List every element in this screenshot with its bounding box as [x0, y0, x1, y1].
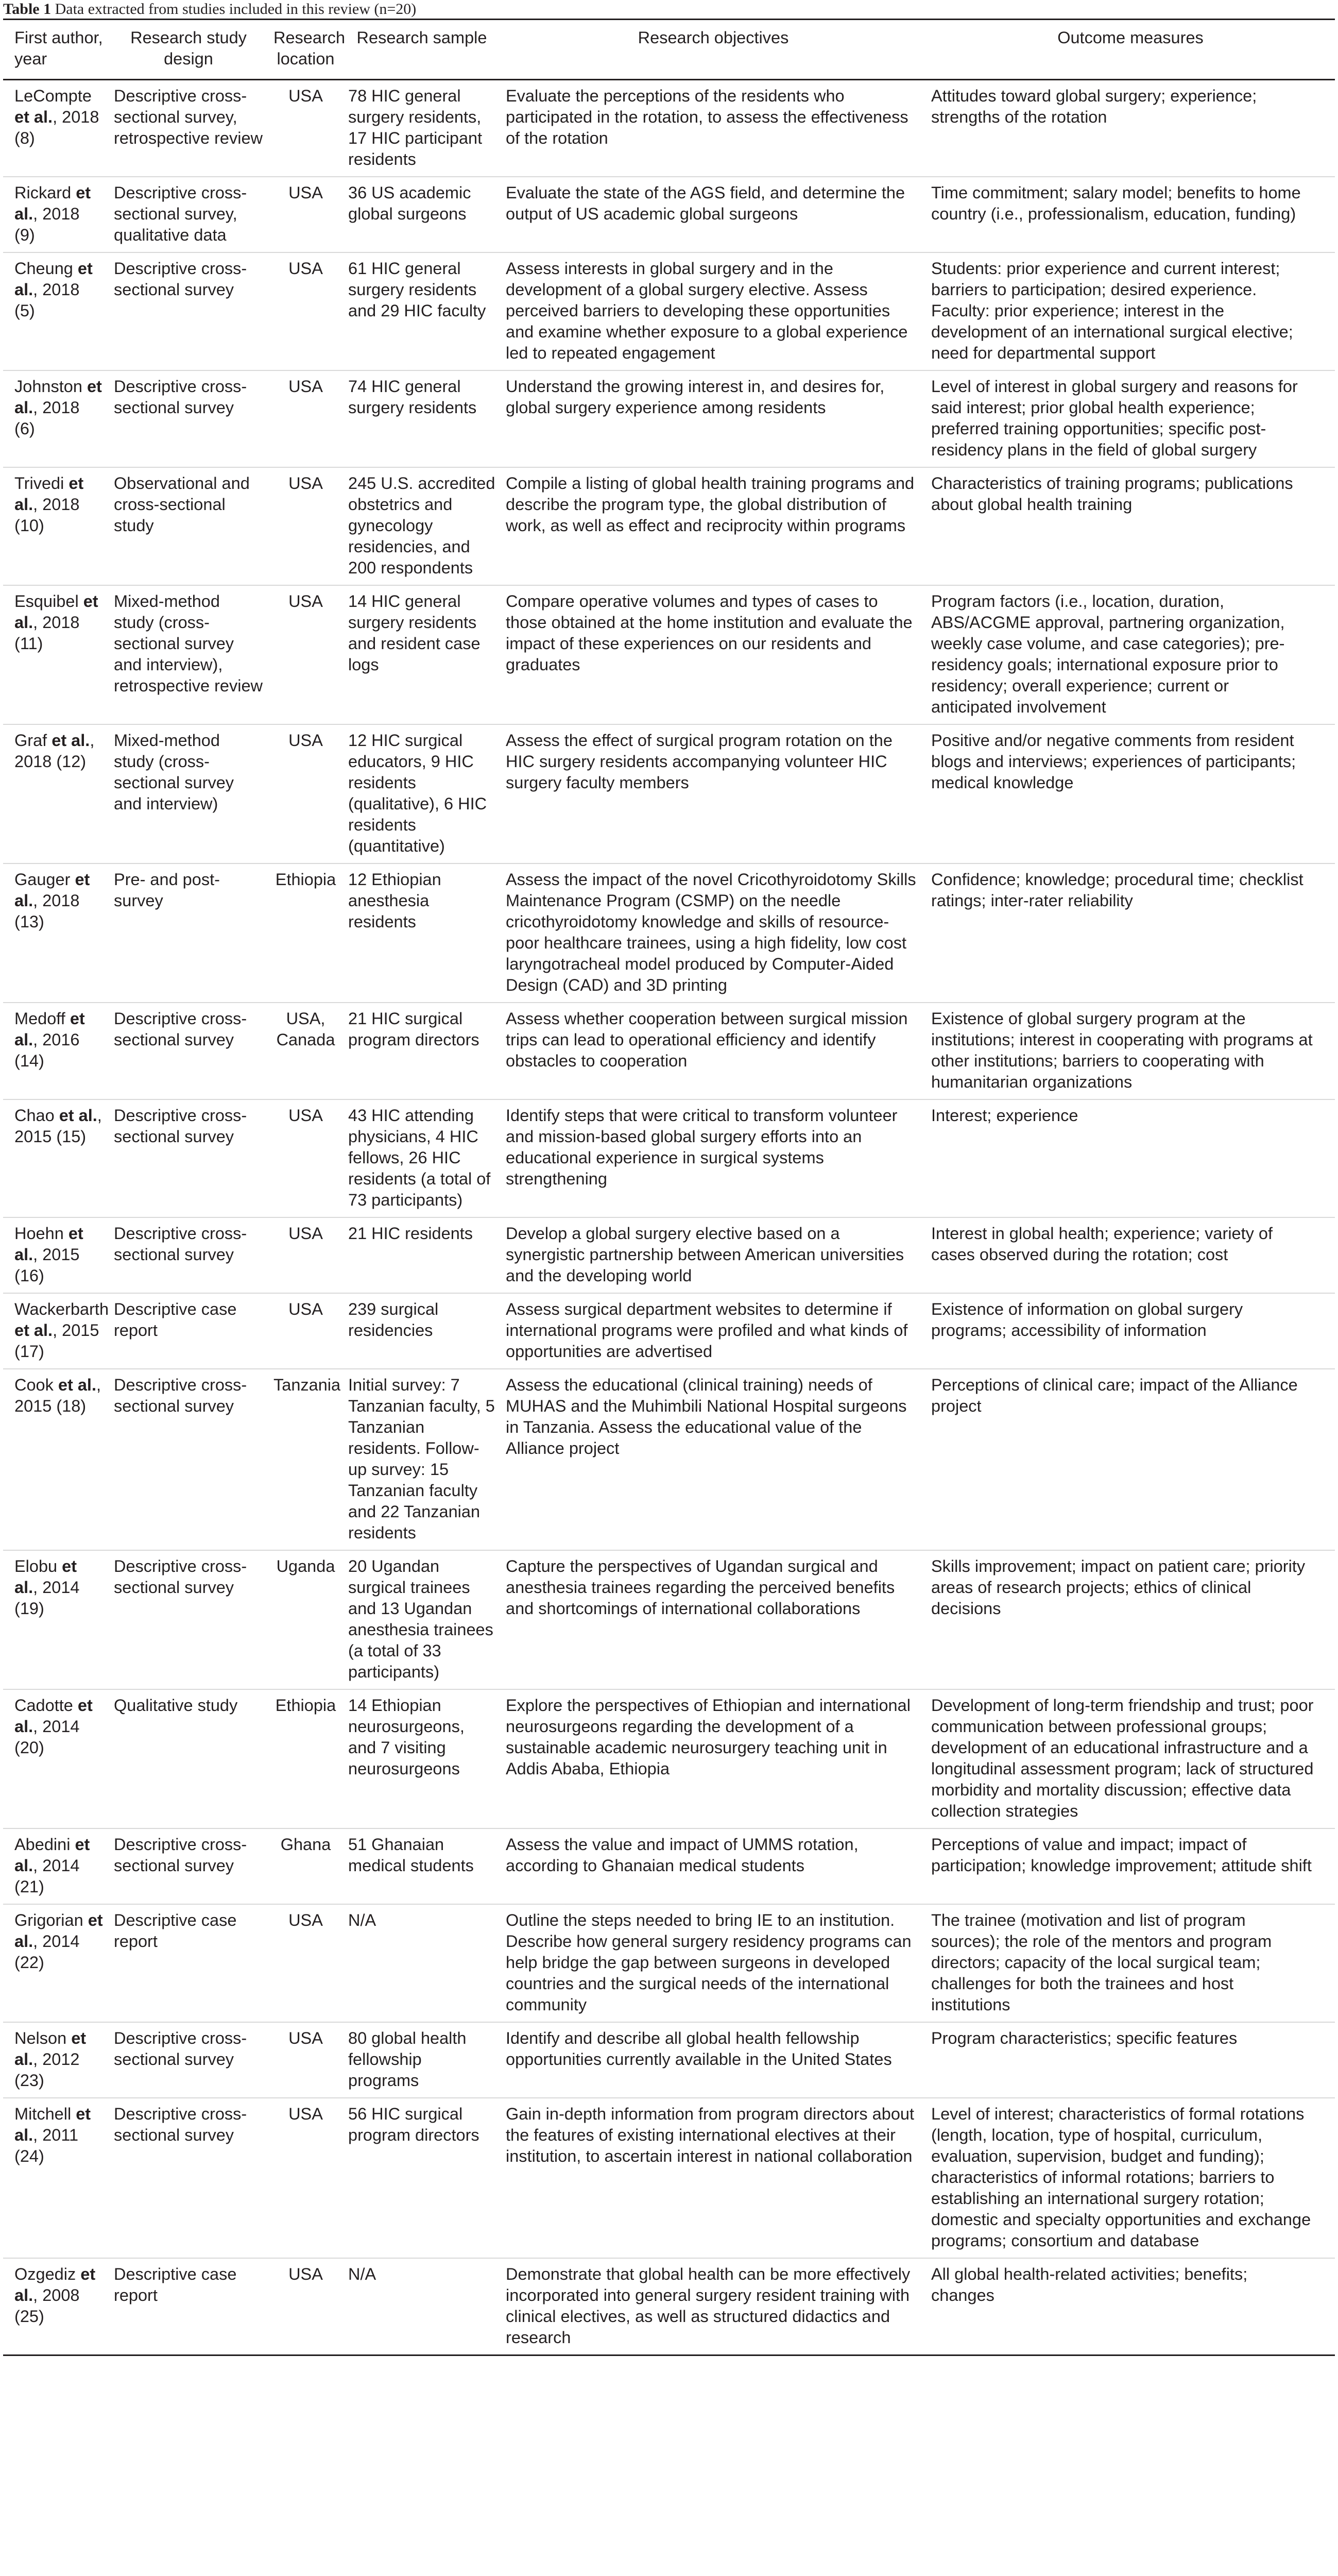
outcomes-cell: Existence of global surgery program at the institutions; interest in cooperating with programs at other institutions; barriers to cooperating with humanitarian organizations [926, 1003, 1335, 1099]
year-reference: 2016 (14) [14, 1030, 80, 1070]
year-reference: 2015 (18) [14, 1397, 87, 1415]
sample-cell: 20 Ugandan surgical trainees and 13 Ugandan anesthesia trainees (a total of 33 participants) [343, 1550, 501, 1689]
author-name: Esquibel [14, 592, 79, 611]
author-name: Wackerbarth [14, 1300, 109, 1318]
sample-cell: 74 HIC general surgery residents [343, 370, 501, 467]
author-year-cell: Graf et al., 2018 (12) [3, 724, 109, 863]
table-row [3, 585, 1335, 724]
sample-cell: Initial survey: 7 Tanzanian faculty, 5 Tanzanian residents. Follow-up survey: 15 Tanzanian faculty and 22 Tanzanian residents [343, 1369, 501, 1550]
design-cell: Descriptive cross-sectional survey [109, 1828, 268, 1904]
table-row [3, 80, 1335, 177]
year-reference: 2014 (22) [14, 1932, 80, 1972]
objectives-cell: Identify steps that were critical to transform volunteer and mission-based global surgery efforts into an educational experience in surgical systems strengthening [501, 1099, 926, 1217]
objectives-cell: Evaluate the state of the AGS field, and determine the output of US academic global surgeons [501, 177, 926, 252]
sample-cell: 51 Ghanaian medical students [343, 1828, 501, 1904]
et-al: et al. [14, 1224, 83, 1264]
location-cell: USA, Canada [268, 1003, 343, 1099]
table-row [3, 370, 1335, 467]
outcomes-cell: Interest in global health; experience; variety of cases observed during the rotation; cost [926, 1217, 1335, 1293]
author-name: Nelson [14, 2029, 67, 2047]
et-al: et al. [14, 1321, 53, 1340]
author-year-cell: Cook et al., 2015 (18) [3, 1369, 109, 1550]
year-reference: 2018 (8) [14, 108, 99, 147]
year-reference: 2018 (5) [14, 280, 80, 320]
location-cell: Ethiopia [268, 863, 343, 1003]
outcomes-cell: Students: prior experience and current interest; barriers to participation; desired experience. Faculty: prior experience; interest in the development of an international surgical elective; need for departmental support [926, 252, 1335, 370]
author-name: Ozgediz [14, 2265, 76, 2283]
table-row [3, 1217, 1335, 1293]
outcomes-cell: Level of interest in global surgery and reasons for said interest; prior global health experience; preferred training opportunities; specific post-residency plans in the field of global surgery [926, 370, 1335, 467]
location-cell: USA [268, 2258, 343, 2355]
outcomes-cell: Existence of information on global surgery programs; accessibility of information [926, 1293, 1335, 1369]
author-name: Graf [14, 731, 47, 750]
sample-cell: 12 HIC surgical educators, 9 HIC residents (qualitative), 6 HIC residents (quantitative) [343, 724, 501, 863]
et-al: et al. [14, 1009, 85, 1049]
location-cell: USA [268, 1099, 343, 1217]
year-reference: 2012 (23) [14, 2050, 80, 2090]
sample-cell: 245 U.S. accredited obstetrics and gynecology residencies, and 200 respondents [343, 467, 501, 585]
author-name: Medoff [14, 1009, 65, 1028]
sample-cell: 14 Ethiopian neurosurgeons, and 7 visiting neurosurgeons [343, 1689, 501, 1828]
sample-cell: 21 HIC surgical program directors [343, 1003, 501, 1099]
design-cell: Descriptive cross-sectional survey [109, 1369, 268, 1550]
outcomes-cell: Level of interest; characteristics of formal rotations (length, location, type of hospital, curriculum, evaluation, supervision, budget and funding); characteristics of informal rotations; barriers to establishing an international surgery rotation; domestic and specialty opportunities and exchange programs; consortium and database [926, 2098, 1335, 2258]
et-al: et al. [14, 377, 102, 417]
location-cell: Ghana [268, 1828, 343, 1904]
year-reference: 2018 (9) [14, 205, 80, 244]
author-year-cell: Medoff et al., 2016 (14) [3, 1003, 109, 1099]
table-row [3, 2258, 1335, 2355]
year-reference: 2018 (12) [14, 752, 87, 771]
table-caption [3, 0, 1335, 19]
author-name: Rickard [14, 183, 72, 202]
design-cell: Descriptive cross-sectional survey, retrospective review [109, 80, 268, 177]
location-cell: USA [268, 2022, 343, 2098]
outcomes-cell: Program characteristics; specific features [926, 2022, 1335, 2098]
author-year-cell: Wackerbarth et al., 2015 (17) [3, 1293, 109, 1369]
author-year-cell: Trivedi et al., 2018 (10) [3, 467, 109, 585]
table-row [3, 177, 1335, 252]
location-cell: USA [268, 370, 343, 467]
outcomes-cell: All global health-related activities; benefits; changes [926, 2258, 1335, 2355]
objectives-cell: Assess interests in global surgery and in the development of a global surgery elective. Assess perceived barriers to developing these opportunities and examine whether exposure to a global experience led to repeated engagement [501, 252, 926, 370]
et-al: et al. [14, 183, 91, 223]
design-cell: Descriptive case report [109, 1293, 268, 1369]
table-row [3, 1689, 1335, 1828]
objectives-cell: Compare operative volumes and types of cases to those obtained at the home institution and evaluate the impact of these experiences on our residents and graduates [501, 585, 926, 724]
table-title: Data extracted from studies included in this review (n=20) [55, 1, 417, 18]
design-cell: Descriptive cross-sectional survey [109, 252, 268, 370]
sample-cell: 43 HIC attending physicians, 4 HIC fellows, 26 HIC residents (a total of 73 participants) [343, 1099, 501, 1217]
author-name: Cheung [14, 259, 73, 278]
et-al: et al. [14, 259, 93, 299]
location-cell: USA [268, 80, 343, 177]
sample-cell: 80 global health fellowship programs [343, 2022, 501, 2098]
sample-cell: 61 HIC general surgery residents and 29 HIC faculty [343, 252, 501, 370]
table-row [3, 1828, 1335, 1904]
et-al: et al. [14, 1557, 77, 1597]
year-reference: 2015 (16) [14, 1245, 80, 1285]
year-reference: 2015 (17) [14, 1321, 99, 1361]
objectives-cell: Evaluate the perceptions of the residents who participated in the rotation, to assess the effectiveness of the rotation [501, 80, 926, 177]
table-label: Table 1 [3, 1, 52, 18]
table-row [3, 1550, 1335, 1689]
objectives-cell: Explore the perspectives of Ethiopian and international neurosurgeons regarding the development of a sustainable academic neurosurgery teaching unit in Addis Ababa, Ethiopia [501, 1689, 926, 1828]
outcomes-cell: The trainee (motivation and list of program sources); the role of the mentors and program directors; capacity of the local surgical team; challenges for both the trainees and host institutions [926, 1904, 1335, 2022]
location-cell: Uganda [268, 1550, 343, 1689]
design-cell: Descriptive cross-sectional survey [109, 1217, 268, 1293]
author-name: Mitchell [14, 2105, 72, 2123]
year-reference: 2008 (25) [14, 2286, 80, 2326]
outcomes-cell: Positive and/or negative comments from resident blogs and interviews; experiences of participants; medical knowledge [926, 724, 1335, 863]
location-cell: USA [268, 467, 343, 585]
objectives-cell: Develop a global surgery elective based on a synergistic partnership between American universities and the developing world [501, 1217, 926, 1293]
year-reference: 2014 (19) [14, 1578, 80, 1618]
outcomes-cell: Characteristics of training programs; publications about global health training [926, 467, 1335, 585]
author-year-cell: Gauger et al., 2018 (13) [3, 863, 109, 1003]
outcomes-cell: Confidence; knowledge; procedural time; checklist ratings; inter-rater reliability [926, 863, 1335, 1003]
sample-cell: N/A [343, 2258, 501, 2355]
header-author: First author, year [3, 20, 109, 80]
objectives-cell: Outline the steps needed to bring IE to an institution. Describe how general surgery residency programs can help bridge the gap between surgeons in developed countries and the surgical needs of the international community [501, 1904, 926, 2022]
sample-cell: 36 US academic global surgeons [343, 177, 501, 252]
outcomes-cell: Perceptions of value and impact; impact of participation; knowledge improvement; attitude shift [926, 1828, 1335, 1904]
et-al: et al. [14, 2029, 87, 2069]
author-name: Elobu [14, 1557, 58, 1575]
header-location: Research location [268, 20, 343, 80]
location-cell: Tanzania [268, 1369, 343, 1550]
et-al: et al. [14, 1696, 93, 1736]
year-reference: 2018 (11) [14, 613, 80, 653]
sample-cell: 78 HIC general surgery residents, 17 HIC participant residents [343, 80, 501, 177]
location-cell: USA [268, 2098, 343, 2258]
objectives-cell: Assess surgical department websites to determine if international programs were profiled and what kinds of opportunities are advertised [501, 1293, 926, 1369]
et-al: et al. [14, 592, 98, 632]
design-cell: Observational and cross-sectional study [109, 467, 268, 585]
et-al: et al. [14, 1835, 90, 1875]
table-header [3, 20, 1335, 80]
author-year-cell: Chao et al., 2015 (15) [3, 1099, 109, 1217]
sample-cell: 239 surgical residencies [343, 1293, 501, 1369]
design-cell: Qualitative study [109, 1689, 268, 1828]
table-body [3, 80, 1335, 2355]
location-cell: USA [268, 177, 343, 252]
header-outcomes: Outcome measures [926, 20, 1335, 80]
year-reference: 2015 (15) [14, 1127, 87, 1146]
sample-cell: 56 HIC surgical program directors [343, 2098, 501, 2258]
author-year-cell: Cheung et al., 2018 (5) [3, 252, 109, 370]
header-sample: Research sample [343, 20, 501, 80]
design-cell: Descriptive cross-sectional survey [109, 1003, 268, 1099]
et-al: et al. [58, 1376, 96, 1394]
author-year-cell: Ozgediz et al., 2008 (25) [3, 2258, 109, 2355]
design-cell: Descriptive cross-sectional survey, qualitative data [109, 177, 268, 252]
author-name: Grigorian [14, 1911, 83, 1929]
objectives-cell: Assess the effect of surgical program rotation on the HIC surgery residents accompanying volunteer HIC surgery faculty members [501, 724, 926, 863]
outcomes-cell: Development of long-term friendship and trust; poor communication between professional groups; development of an educational infrastructure and a longitudinal assessment program; lack of structured morbidity and mortality discussion; effective data collection strategies [926, 1689, 1335, 1828]
table-row [3, 1293, 1335, 1369]
location-cell: USA [268, 252, 343, 370]
outcomes-cell: Interest; experience [926, 1099, 1335, 1217]
table-row [3, 724, 1335, 863]
year-reference: 2014 (21) [14, 1856, 80, 1896]
table-row [3, 252, 1335, 370]
et-al: et al. [14, 870, 90, 910]
studies-table [3, 19, 1335, 2356]
design-cell: Mixed-method study (cross-sectional survey and interview), retrospective review [109, 585, 268, 724]
sample-cell: 21 HIC residents [343, 1217, 501, 1293]
et-al: et al. [14, 108, 53, 126]
outcomes-cell: Program factors (i.e., location, duration, ABS/ACGME approval, partnering organization, weekly case volume, and case categories); pre-residency goals; international exposure prior to residency; overall experience; current or anticipated involvement [926, 585, 1335, 724]
author-year-cell: Rickard et al., 2018 (9) [3, 177, 109, 252]
objectives-cell: Capture the perspectives of Ugandan surgical and anesthesia trainees regarding the perceived benefits and shortcomings of international collaborations [501, 1550, 926, 1689]
table-row [3, 863, 1335, 1003]
sample-cell: 14 HIC general surgery residents and resident case logs [343, 585, 501, 724]
author-year-cell: Cadotte et al., 2014 (20) [3, 1689, 109, 1828]
author-name: Chao [14, 1106, 55, 1125]
design-cell: Descriptive cross-sectional survey [109, 1099, 268, 1217]
year-reference: 2014 (20) [14, 1717, 80, 1757]
objectives-cell: Understand the growing interest in, and desires for, global surgery experience among residents [501, 370, 926, 467]
author-name: Trivedi [14, 474, 64, 493]
location-cell: USA [268, 1904, 343, 2022]
header-design: Research study design [109, 20, 268, 80]
outcomes-cell: Time commitment; salary model; benefits to home country (i.e., professionalism, education, funding) [926, 177, 1335, 252]
author-name: LeCompte [14, 87, 92, 105]
design-cell: Descriptive cross-sectional survey [109, 2022, 268, 2098]
objectives-cell: Identify and describe all global health fellowship opportunities currently available in the United States [501, 2022, 926, 2098]
location-cell: USA [268, 585, 343, 724]
et-al: et al. [52, 731, 90, 750]
location-cell: USA [268, 1217, 343, 1293]
design-cell: Descriptive cross-sectional survey [109, 1550, 268, 1689]
table-row [3, 1904, 1335, 2022]
et-al: et al. [59, 1106, 97, 1125]
objectives-cell: Compile a listing of global health training programs and describe the program type, the global distribution of work, as well as effect and reciprocity within programs [501, 467, 926, 585]
table-row [3, 2022, 1335, 2098]
sample-cell: N/A [343, 1904, 501, 2022]
table-row [3, 1003, 1335, 1099]
author-name: Gauger [14, 870, 71, 889]
year-reference: 2011 (24) [14, 2126, 79, 2165]
design-cell: Descriptive case report [109, 1904, 268, 2022]
year-reference: 2018 (10) [14, 495, 80, 535]
author-year-cell: Abedini et al., 2014 (21) [3, 1828, 109, 1904]
design-cell: Descriptive case report [109, 2258, 268, 2355]
author-year-cell: Grigorian et al., 2014 (22) [3, 1904, 109, 2022]
et-al: et al. [14, 2265, 96, 2304]
author-name: Johnston [14, 377, 82, 396]
objectives-cell: Gain in-depth information from program directors about the features of existing international electives at their institution, to ascertain interest in national collaboration [501, 2098, 926, 2258]
author-year-cell: Hoehn et al., 2015 (16) [3, 1217, 109, 1293]
design-cell: Mixed-method study (cross-sectional survey and interview) [109, 724, 268, 863]
objectives-cell: Assess the impact of the novel Cricothyroidotomy Skills Maintenance Program (CSMP) on the needle cricothyroidotomy knowledge and skills of resource-poor healthcare trainees, using a high fidelity, low cost laryngotracheal model produced by Computer-Aided Design (CAD) and 3D printing [501, 863, 926, 1003]
header-objectives: Research objectives [501, 20, 926, 80]
et-al: et al. [14, 1911, 103, 1951]
design-cell: Pre- and post-survey [109, 863, 268, 1003]
sample-cell: 12 Ethiopian anesthesia residents [343, 863, 501, 1003]
objectives-cell: Assess whether cooperation between surgical mission trips can lead to operational efficiency and identify obstacles to cooperation [501, 1003, 926, 1099]
outcomes-cell: Perceptions of clinical care; impact of the Alliance project [926, 1369, 1335, 1550]
table-row [3, 2098, 1335, 2258]
table-row [3, 1099, 1335, 1217]
et-al: et al. [14, 474, 84, 514]
table-row [3, 1369, 1335, 1550]
author-year-cell: Elobu et al., 2014 (19) [3, 1550, 109, 1689]
design-cell: Descriptive cross-sectional survey [109, 2098, 268, 2258]
author-name: Cook [14, 1376, 54, 1394]
location-cell: USA [268, 1293, 343, 1369]
author-year-cell: LeCompte et al., 2018 (8) [3, 80, 109, 177]
table-row [3, 467, 1335, 585]
year-reference: 2018 (6) [14, 398, 80, 438]
author-year-cell: Esquibel et al., 2018 (11) [3, 585, 109, 724]
location-cell: Ethiopia [268, 1689, 343, 1828]
author-name: Hoehn [14, 1224, 64, 1243]
objectives-cell: Demonstrate that global health can be more effectively incorporated into general surgery resident training with clinical electives, as well as structured didactics and research [501, 2258, 926, 2355]
objectives-cell: Assess the educational (clinical training) needs of MUHAS and the Muhimbili National Hospital surgeons in Tanzania. Assess the educational value of the Alliance project [501, 1369, 926, 1550]
author-name: Cadotte [14, 1696, 73, 1715]
outcomes-cell: Attitudes toward global surgery; experience; strengths of the rotation [926, 80, 1335, 177]
author-name: Abedini [14, 1835, 71, 1854]
year-reference: 2018 (13) [14, 891, 80, 931]
author-year-cell: Johnston et al., 2018 (6) [3, 370, 109, 467]
location-cell: USA [268, 724, 343, 863]
et-al: et al. [14, 2105, 91, 2144]
author-year-cell: Mitchell et al., 2011 (24) [3, 2098, 109, 2258]
outcomes-cell: Skills improvement; impact on patient care; priority areas of research projects; ethics of clinical decisions [926, 1550, 1335, 1689]
author-year-cell: Nelson et al., 2012 (23) [3, 2022, 109, 2098]
design-cell: Descriptive cross-sectional survey [109, 370, 268, 467]
objectives-cell: Assess the value and impact of UMMS rotation, according to Ghanaian medical students [501, 1828, 926, 1904]
